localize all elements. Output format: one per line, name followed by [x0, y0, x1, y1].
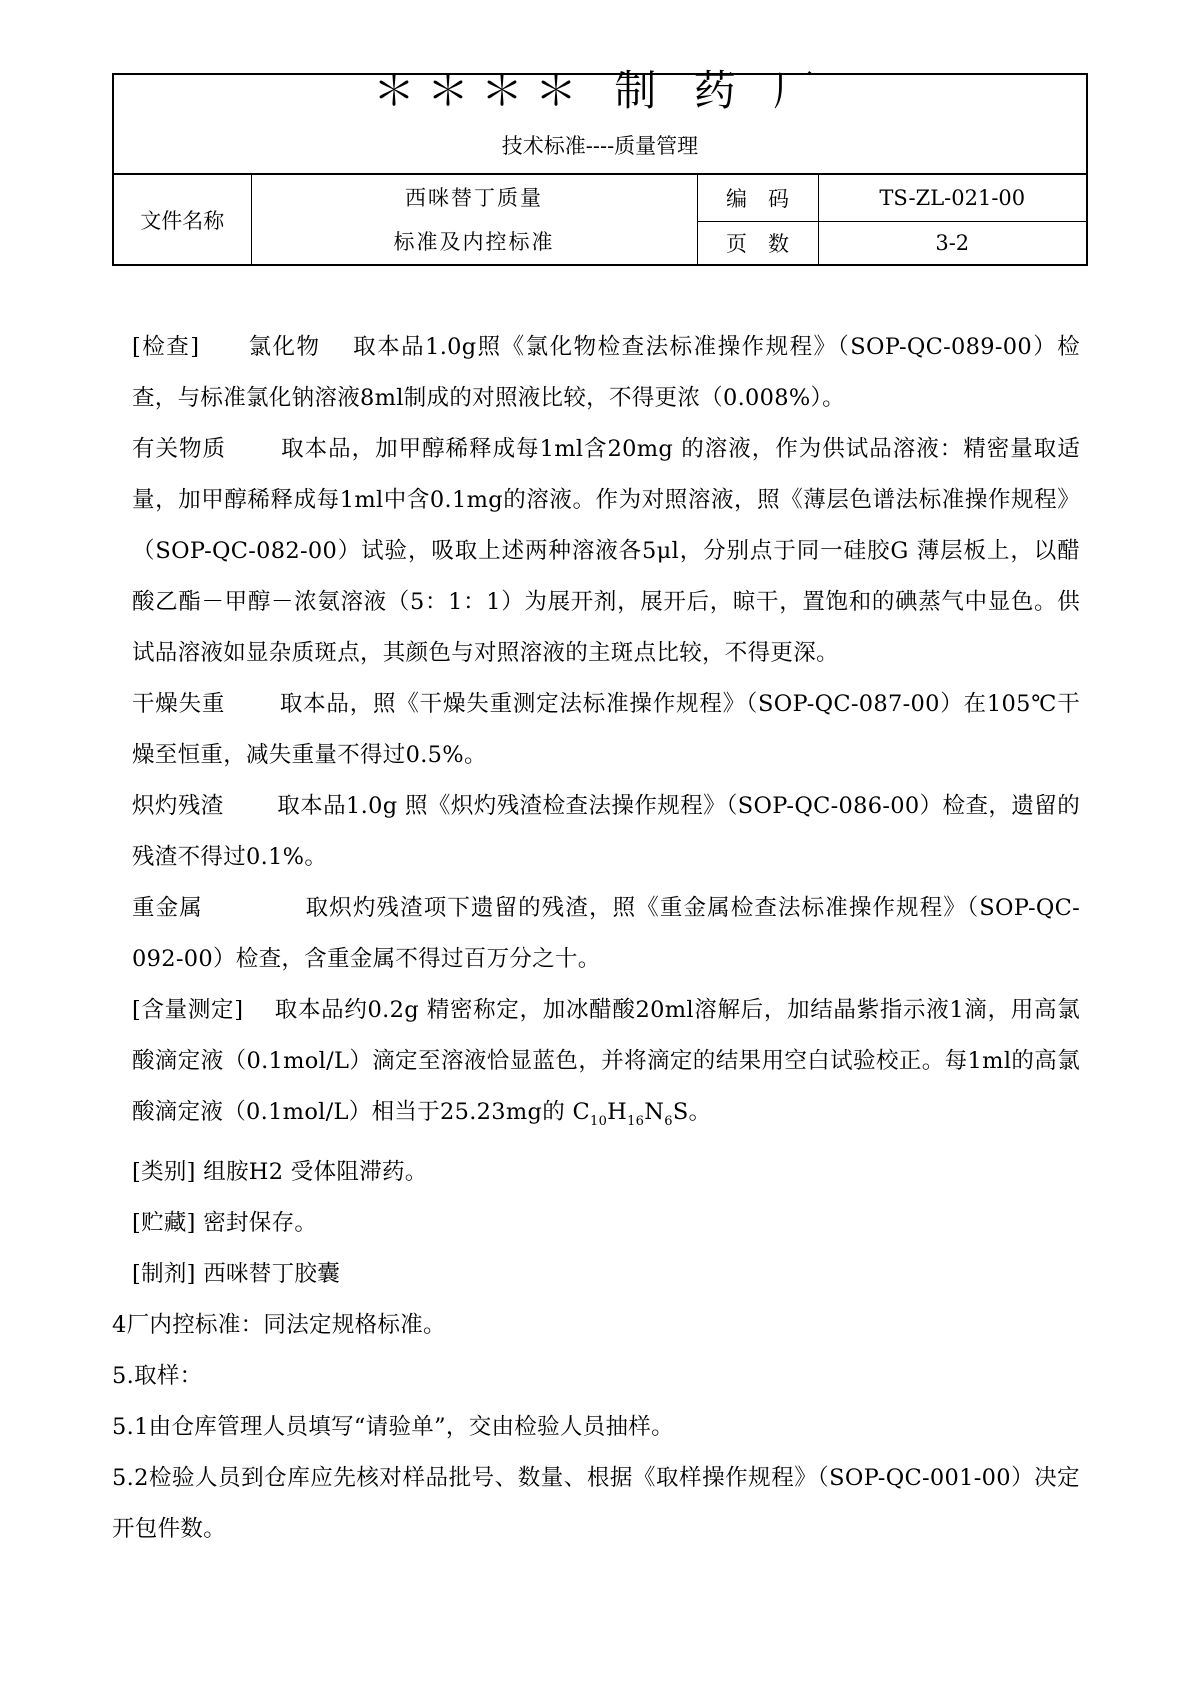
related-substances-paragraph [112, 424, 1080, 679]
section-5-2-line: 5.2检验人员到仓库应先核对样品批号、数量、根据《取样操作规程》（SOP-QC-001-00）决定开包件数。 [112, 1465, 1080, 1542]
document-body [112, 322, 1080, 1555]
chloride-label: [检查] 氯化物 [132, 334, 321, 360]
header-subtitle: 技术标准----质量管理 [501, 134, 699, 158]
document-title-line2: 标准及内控标准 [393, 229, 555, 254]
file-name-label: 文件名称 [114, 174, 251, 265]
heavy-metals-paragraph [112, 883, 1080, 985]
section-5-1-line: 5.1由仓库管理人员填写“请验单”，交由检验人员抽样。 [112, 1414, 674, 1440]
ignition-residue-paragraph [112, 781, 1080, 883]
heavy-metals-label: 重金属 [132, 895, 203, 921]
section-4-line: 4厂内控标准：同法定规格标准。 [112, 1312, 446, 1338]
header-info-table [114, 173, 1086, 266]
chloride-paragraph [112, 322, 1080, 424]
category-line: [类别] 组胺H2 受体阻滞药。 [132, 1159, 428, 1185]
page-label: 页 数 [697, 221, 818, 265]
related-substances-label: 有关物质 [132, 436, 226, 462]
preparation-line: [制剂] 西咪替丁胶囊 [132, 1261, 341, 1287]
document-title [251, 174, 697, 265]
ignition-residue-label: 炽灼残渣 [132, 793, 224, 819]
drying-loss-label: 干燥失重 [132, 691, 226, 717]
drying-loss-text: 取本品，照《干燥失重测定法标准操作规程》（SOP-QC-087-00）在105℃干燥至恒重，减失重量不得过0.5%。 [132, 691, 1080, 768]
drying-loss-paragraph [112, 679, 1080, 781]
code-value: TS-ZL-021-00 [818, 174, 1086, 221]
assay-text: 取本品约0.2g 精密称定，加冰醋酸20ml溶解后，加结晶紫指示液1滴，用高氯酸滴定液（0.1mol/L）滴定至溶液恰显蓝色，并将滴定的结果用空白试验校正。每1ml的高氯酸滴定液（0.1mol/L）相当于25.23mg的 [132, 997, 1080, 1125]
assay-label: [含量测定] [132, 997, 244, 1023]
related-substances-text: 取本品，加甲醇稀释成每1ml含20mg 的溶液，作为供试品溶液：精密量取适量，加甲醇稀释成每1ml中含0.1mg的溶液。作为对照溶液，照《薄层色谱法标准操作规程》（SOP-QC-082-00）试验，吸取上述两种溶液各5μl，分别点于同一硅胶G 薄层板上，以醋酸乙酯－甲醇－浓氨溶液（5：1：1）为展开剂，展开后，晾干，置饱和的碘蒸气中显色。供试品溶液如显杂质斑点，其颜色与对照溶液的主斑点比较，不得更深。 [132, 436, 1081, 666]
code-label: 编 码 [697, 174, 818, 221]
molecular-formula: $C_{10}H_{16}N_6S$。 [572, 1099, 712, 1129]
assay-paragraph [112, 985, 1080, 1147]
document-header [112, 66, 1088, 266]
chloride-text: 取本品1.0g照《氯化物检查法标准操作规程》（SOP-QC-089-00）检查，与标准氯化钠溶液8ml制成的对照液比较，不得更浓（0.008%）。 [132, 334, 1080, 411]
page-value: 3-2 [818, 221, 1086, 265]
storage-line: [贮藏] 密封保存。 [132, 1210, 318, 1236]
ignition-residue-text: 取本品1.0g 照《炽灼残渣检查法操作规程》（SOP-QC-086-00）检查，遗留的残渣不得过0.1%。 [132, 793, 1081, 870]
factory-name: ＊＊＊＊ 制 药 厂 [372, 66, 828, 115]
heavy-metals-text: 取炽灼残渣项下遗留的残渣，照《重金属检查法标准操作规程》（SOP-QC-092-00）检查，含重金属不得过百万分之十。 [132, 895, 1081, 972]
section-5-heading: 5.取样： [112, 1363, 203, 1389]
document-title-line1: 西咪替丁质量 [405, 185, 543, 210]
